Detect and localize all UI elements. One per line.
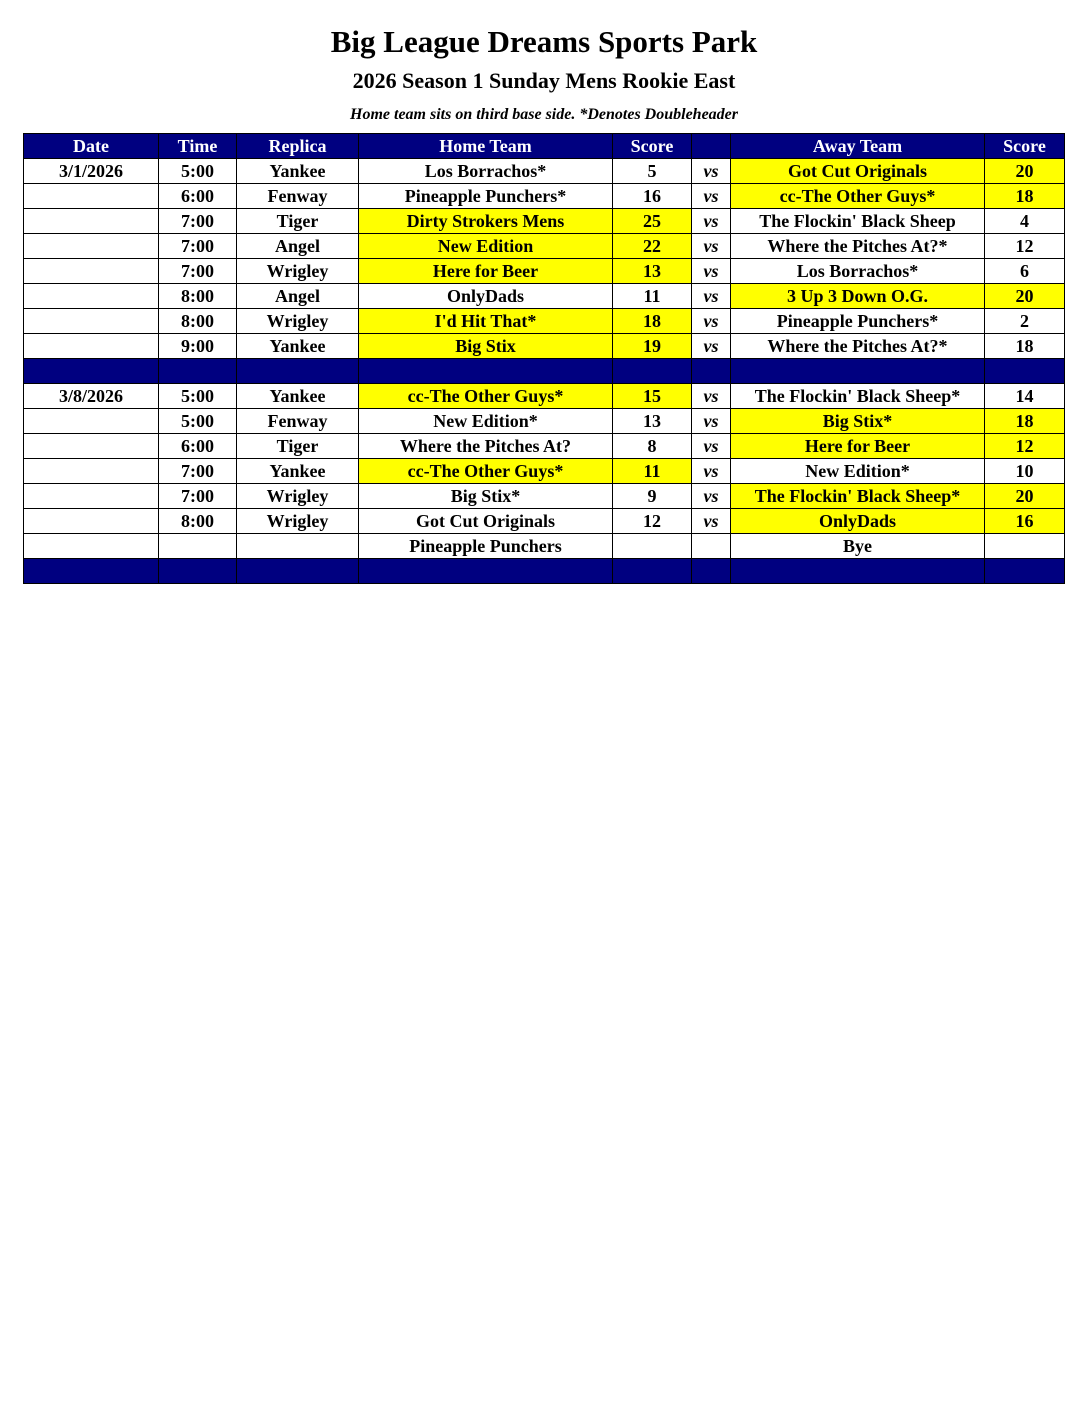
vs-cell: vs [692,384,731,409]
home-score-cell: 22 [613,234,692,259]
replica-cell: Angel [237,234,359,259]
home-team-cell: OnlyDads [359,284,613,309]
away-team-cell: New Edition* [731,459,985,484]
replica-cell: Yankee [237,334,359,359]
table-row [24,284,1065,309]
vs-cell: vs [692,509,731,534]
away-score-cell: 18 [985,334,1065,359]
table-row [24,234,1065,259]
away-team-cell: Los Borrachos* [731,259,985,284]
replica-cell: Fenway [237,409,359,434]
divider-cell [359,559,613,584]
home-score-cell: 25 [613,209,692,234]
away-team-cell: 3 Up 3 Down O.G. [731,284,985,309]
time-cell: 8:00 [159,309,237,334]
divider-row [24,559,1065,584]
divider-cell [237,559,359,584]
home-team-cell: cc-The Other Guys* [359,384,613,409]
replica-cell: Angel [237,284,359,309]
away-team-cell: Big Stix* [731,409,985,434]
replica-cell: Fenway [237,184,359,209]
date-cell: 3/1/2026 [24,159,159,184]
home-score-cell: 19 [613,334,692,359]
date-cell [24,459,159,484]
vs-cell: vs [692,209,731,234]
replica-cell: Yankee [237,459,359,484]
header-row [24,134,1065,159]
vs-cell: vs [692,159,731,184]
schedule-body [24,159,1065,584]
divider-cell [731,359,985,384]
divider-cell [24,559,159,584]
time-cell: 6:00 [159,184,237,209]
home-team-cell: Los Borrachos* [359,159,613,184]
table-row [24,209,1065,234]
away-score-cell: 6 [985,259,1065,284]
date-cell [24,259,159,284]
divider-cell [237,359,359,384]
divider-cell [613,359,692,384]
table-row [24,459,1065,484]
away-score-cell: 2 [985,309,1065,334]
divider-cell [692,359,731,384]
vs-cell: vs [692,259,731,284]
replica-cell: Wrigley [237,484,359,509]
away-score-cell: 16 [985,509,1065,534]
date-cell [24,409,159,434]
vs-cell: vs [692,459,731,484]
home-team-cell: Big Stix [359,334,613,359]
doubleheader-note: Home team sits on third base side. *Denotes Doubleheader [350,106,738,123]
away-score-cell: 12 [985,434,1065,459]
page-title: Big League Dreams Sports Park [330,24,758,59]
column-header-away-team: Away Team [731,134,985,159]
vs-cell: vs [692,184,731,209]
time-cell: 5:00 [159,409,237,434]
divider-cell [613,559,692,584]
home-score-cell: 13 [613,259,692,284]
away-team-cell: Bye [731,534,985,559]
vs-cell: vs [692,409,731,434]
home-score-cell: 5 [613,159,692,184]
date-cell [24,184,159,209]
column-header-replica: Replica [237,134,359,159]
time-cell: 7:00 [159,484,237,509]
time-cell [159,534,237,559]
home-score-cell: 12 [613,509,692,534]
time-cell: 9:00 [159,334,237,359]
date-cell [24,534,159,559]
time-cell: 8:00 [159,284,237,309]
date-cell [24,484,159,509]
home-score-cell: 11 [613,284,692,309]
time-cell: 8:00 [159,509,237,534]
vs-cell: vs [692,434,731,459]
table-row [24,159,1065,184]
home-team-cell: New Edition [359,234,613,259]
replica-cell: Wrigley [237,509,359,534]
divider-cell [731,559,985,584]
table-row [24,334,1065,359]
replica-cell: Tiger [237,434,359,459]
column-header-date: Date [24,134,159,159]
divider-cell [24,359,159,384]
home-score-cell: 16 [613,184,692,209]
table-row [24,184,1065,209]
table-row [24,509,1065,534]
divider-cell [359,359,613,384]
away-team-cell: Where the Pitches At?* [731,334,985,359]
vs-cell: vs [692,484,731,509]
away-team-cell: Got Cut Originals [731,159,985,184]
away-team-cell: The Flockin' Black Sheep* [731,484,985,509]
home-score-cell: 13 [613,409,692,434]
away-score-cell [985,534,1065,559]
time-cell: 7:00 [159,259,237,284]
vs-cell: vs [692,284,731,309]
date-cell [24,509,159,534]
divider-cell [159,359,237,384]
vs-cell: vs [692,234,731,259]
home-score-cell: 18 [613,309,692,334]
away-score-cell: 12 [985,234,1065,259]
table-row [24,534,1065,559]
away-team-cell: Where the Pitches At?* [731,234,985,259]
home-team-cell: I'd Hit That* [359,309,613,334]
table-row [24,434,1065,459]
divider-cell [159,559,237,584]
away-score-cell: 20 [985,284,1065,309]
replica-cell [237,534,359,559]
time-cell: 5:00 [159,159,237,184]
away-team-cell: Here for Beer [731,434,985,459]
away-team-cell: OnlyDads [731,509,985,534]
divider-cell [692,559,731,584]
home-team-cell: Pineapple Punchers* [359,184,613,209]
time-cell: 6:00 [159,434,237,459]
replica-cell: Wrigley [237,259,359,284]
away-score-cell: 18 [985,409,1065,434]
away-score-cell: 20 [985,159,1065,184]
vs-cell [692,534,731,559]
time-cell: 7:00 [159,209,237,234]
date-cell [24,209,159,234]
replica-cell: Yankee [237,159,359,184]
date-cell [24,309,159,334]
table-row [24,309,1065,334]
home-team-cell: Here for Beer [359,259,613,284]
column-header-home-score: Score [613,134,692,159]
time-cell: 7:00 [159,459,237,484]
column-header-away-score: Score [985,134,1065,159]
away-score-cell: 10 [985,459,1065,484]
replica-cell: Yankee [237,384,359,409]
away-team-cell: The Flockin' Black Sheep [731,209,985,234]
home-score-cell: 8 [613,434,692,459]
home-team-cell: Pineapple Punchers [359,534,613,559]
away-score-cell: 18 [985,184,1065,209]
table-row [24,409,1065,434]
date-cell [24,284,159,309]
date-cell [24,234,159,259]
vs-cell: vs [692,309,731,334]
away-team-cell: The Flockin' Black Sheep* [731,384,985,409]
away-score-cell: 14 [985,384,1065,409]
date-cell: 3/8/2026 [24,384,159,409]
home-team-cell: Big Stix* [359,484,613,509]
table-row [24,259,1065,284]
time-cell: 7:00 [159,234,237,259]
home-score-cell: 15 [613,384,692,409]
home-score-cell: 11 [613,459,692,484]
away-team-cell: cc-The Other Guys* [731,184,985,209]
home-team-cell: New Edition* [359,409,613,434]
replica-cell: Tiger [237,209,359,234]
date-cell [24,334,159,359]
vs-cell: vs [692,334,731,359]
schedule-table [23,133,1065,584]
away-team-cell: Pineapple Punchers* [731,309,985,334]
table-row [24,484,1065,509]
home-team-cell: Got Cut Originals [359,509,613,534]
column-header-time: Time [159,134,237,159]
away-score-cell: 4 [985,209,1065,234]
home-team-cell: Dirty Strokers Mens [359,209,613,234]
divider-cell [985,359,1065,384]
column-header-home-team: Home Team [359,134,613,159]
date-cell [24,434,159,459]
page-subtitle: 2026 Season 1 Sunday Mens Rookie East [352,68,736,93]
away-score-cell: 20 [985,484,1065,509]
home-score-cell: 9 [613,484,692,509]
time-cell: 5:00 [159,384,237,409]
column-header-vs [692,134,731,159]
home-team-cell: Where the Pitches At? [359,434,613,459]
home-score-cell [613,534,692,559]
divider-cell [985,559,1065,584]
replica-cell: Wrigley [237,309,359,334]
home-team-cell: cc-The Other Guys* [359,459,613,484]
table-row [24,384,1065,409]
divider-row [24,359,1065,384]
